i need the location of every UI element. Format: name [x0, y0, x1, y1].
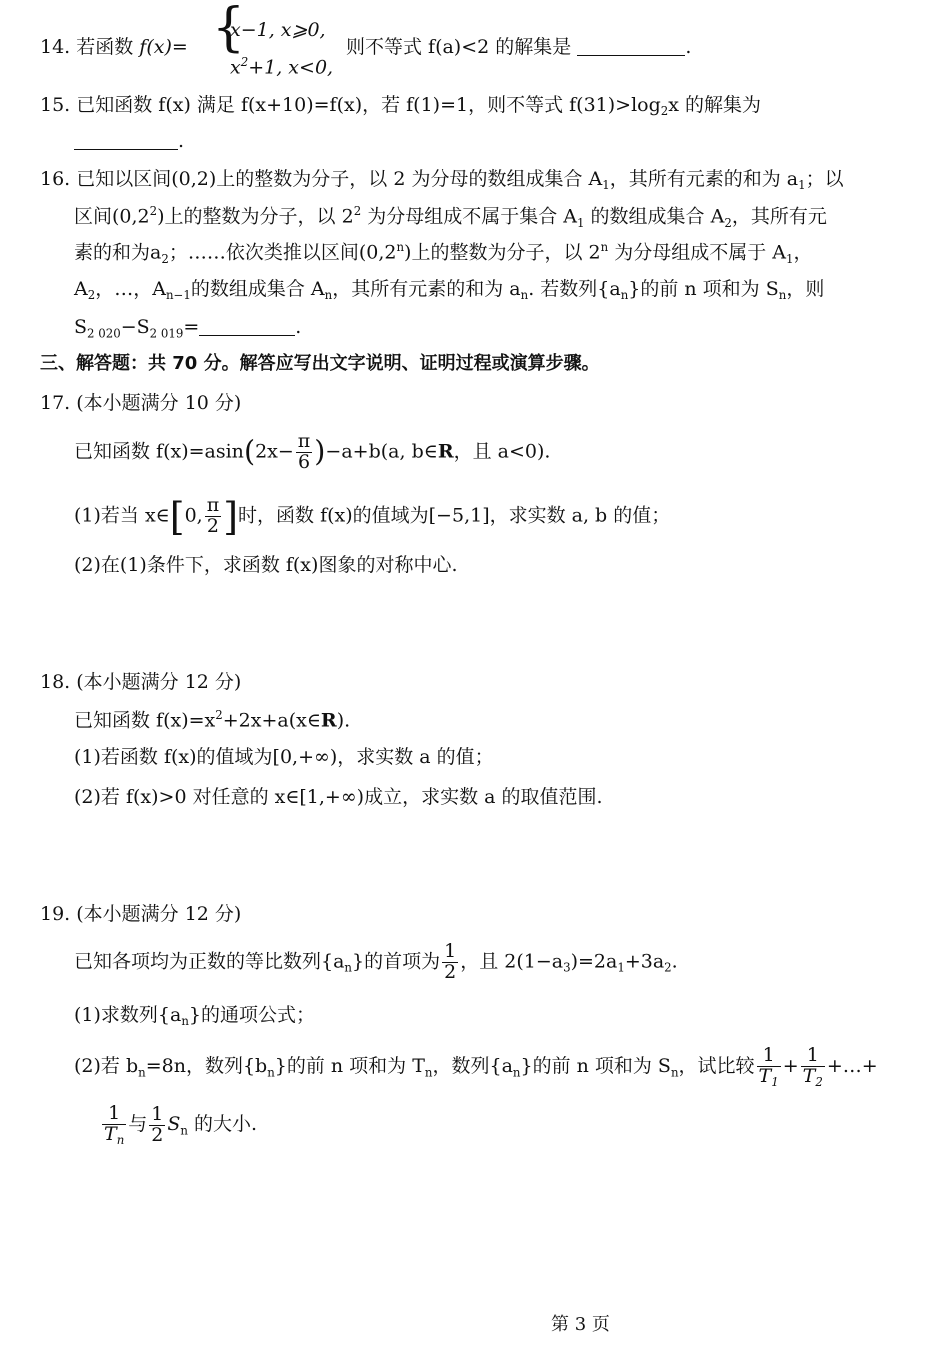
q17-part1: (1)若当 x∈[0, $\frac{\pi}{2}$ ]时，函数 f(x)的值域为[−5,1]，求实数 a, b 的值；: [74, 494, 671, 539]
q18-header: 18. (本小题满分 12 分): [40, 671, 242, 693]
q16-line1: 16. 已知以区间(0,2)上的整数为分子，以 2 为分母的数组成集合 $A_1$，其所有元素的和为 $a_1$；以: [40, 168, 844, 193]
q19-part1: (1)求数列$\{a_n\}$的通项公式；: [74, 1004, 316, 1029]
q18-stem: 已知函数 $f(x)=x^2+2x+a(x\in R)$.: [74, 708, 351, 732]
page-number: 第 3 页: [551, 1314, 610, 1335]
q16-line2: 区间$(0,2^2)$上的整数为分子，以 $2^2$ 为分母组成不属于集合 $A_1$ 的数组成集合 $A_2$，其所有元: [74, 204, 827, 230]
q16-line3: 素的和为$a_2$；……依次类推以区间(0,2$^n$)上的整数为分子，以 2$^n$ 为分母组成不属于 $A_1$，: [74, 240, 813, 266]
q17-pi-over-6: $\frac{\pi}{6}$: [297, 430, 311, 473]
q17-header: 17. (本小题满分 10 分): [40, 392, 242, 414]
q16-answer-blank[interactable]: [199, 316, 295, 336]
q17-stem: 已知函数 f(x)=asin(2x− $\frac{\pi}{6}$ )−a+b(a, b∈R，且 a<0).: [74, 430, 551, 473]
q14-brace: {: [212, 0, 246, 58]
q19-part2: (2)若 $b_n=8n$，数列$\{b_n\}$的前 n 项和为 $T_n$，数列$\{a_n\}$的前 n 项和为 $S_n$，试比较 $\frac{1}{T_1}$ + $\frac{1}{T_2}$ +…+: [74, 1044, 878, 1090]
q15-line1: 15. 已知函数 f(x) 满足 f(x+10)=f(x)，若 f(1)=1，则不等式 $f(31)>\log_2x$ 的解集为: [40, 94, 762, 119]
q14-case1: x−1, x⩾0,: [230, 19, 326, 41]
q18-part2: (2)若 f(x)>0 对任意的 x∈[1,+∞)成立，求实数 a 的取值范围.: [74, 786, 603, 808]
q19-frac-1-T1: $\frac{1}{T_1}$: [758, 1044, 779, 1090]
q14-tail: 则不等式 f(a)<2 的解集是 .: [346, 36, 692, 59]
q15-line2: .: [74, 130, 184, 153]
section3-heading: 三、解答题：共 70 分。解答应写出文字说明、证明过程或演算步骤。: [40, 353, 600, 374]
q19-header: 19. (本小题满分 12 分): [40, 903, 242, 925]
q15-answer-blank[interactable]: [74, 130, 178, 150]
q19-frac-1-T2: $\frac{1}{T_2}$: [802, 1044, 823, 1090]
q19-half: $\frac{1}{2}$: [444, 940, 457, 983]
q19-stem: 已知各项均为正数的等比数列$\{a_n\}$的首项为 $\frac{1}{2}$ ，且 $2(1-a_3)=2a_1+3a_2$.: [74, 940, 678, 983]
q16-line4: $A_2$，…，$A_{n-1}$的数组成集合 $A_n$，其所有元素的和为 $a_n$. 若数列$\{a_n\}$的前 n 项和为 $S_n$，则: [74, 278, 825, 303]
q14-case2: $x^2+1$, x<0,: [230, 55, 334, 79]
q14-answer-blank[interactable]: [577, 36, 685, 56]
q19-frac-half: $\frac{1}{2}$: [151, 1102, 164, 1146]
q17-pi-over-2: $\frac{\pi}{2}$: [206, 494, 220, 537]
q18-part1: (1)若函数 f(x)的值域为[0,+∞)，求实数 a 的值；: [74, 746, 494, 768]
q14-line: 14. 若函数 f(x)=: [40, 36, 188, 58]
q19-frac-1-Tn: $\frac{1}{T_n}$: [104, 1102, 125, 1148]
q19-part2-line2: $\frac{1}{T_n}$ 与 $\frac{1}{2}$ $S_n$ 的大小.: [104, 1102, 258, 1148]
q16-line5: $S_{2 020}-S_{2 019}=$ .: [74, 316, 302, 341]
q17-part2: (2)在(1)条件下，求函数 f(x)图象的对称中心.: [74, 554, 458, 576]
